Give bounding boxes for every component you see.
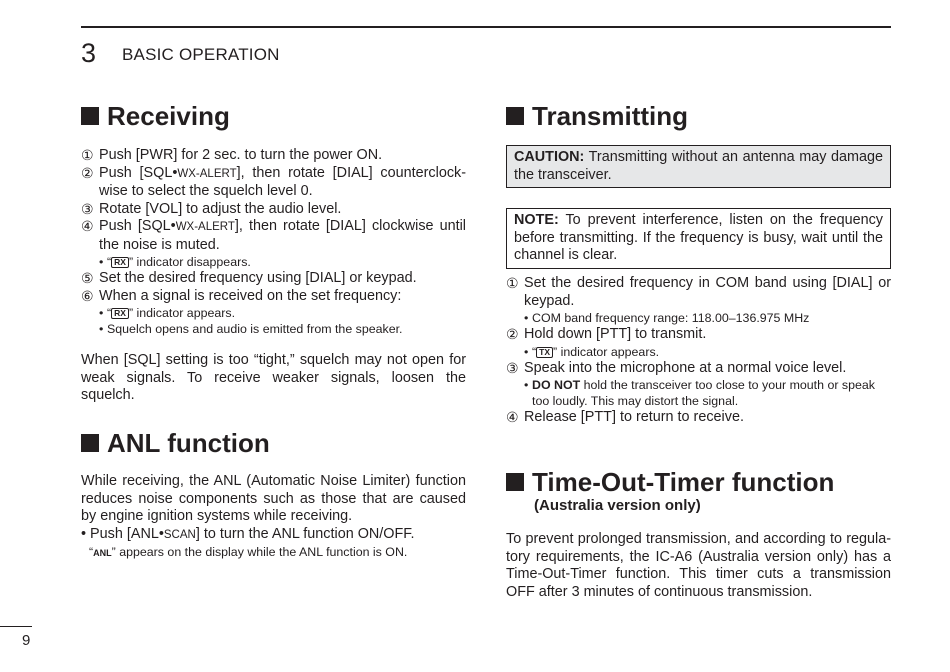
chapter-number: 3 (81, 38, 97, 68)
list-item-note: • “ RX ” indicator appears. (99, 306, 236, 320)
footer-rule (0, 626, 32, 627)
receiving-section (81, 101, 466, 131)
list-item: ③ Rotate [VOL] to adjust the audio level. (81, 200, 342, 217)
header-rule (81, 26, 891, 28)
list-item-note: • “ RX ” indicator disappears. (99, 255, 251, 269)
list-item: ② Push [SQL•WX-ALERT], then rotate [DIAL] counterclock-wise to select the squelch level 0. (81, 164, 467, 199)
note-box: NOTE: To prevent interference, listen on the frequency before transmitting. If the frequency is busy, wait until the channel is clear. (506, 208, 891, 269)
square-bullet-icon (81, 434, 99, 452)
caution-box: CAUTION: Transmitting without an antenna may damage the transceiver. (506, 145, 891, 188)
receiving-steps (81, 147, 466, 337)
tx-indicator-icon: TX (536, 347, 553, 358)
square-bullet-icon (81, 107, 99, 125)
list-item: ① Set the desired frequency in COM band using [DIAL] or keypad. (506, 275, 891, 309)
square-bullet-icon (506, 473, 524, 491)
transmitting-steps (506, 275, 891, 427)
list-item-note: • “ TX ” indicator appears. (524, 344, 660, 359)
anl-indicator-icon: ANL (93, 548, 112, 558)
tot-body: To prevent prolonged transmission, and according to regula-tory requirements, the IC-A6 (Australia version only) has a Time-Out-Timer function. This timer cuts a transmission OFF after 3 minutes of continuous transmission. (506, 531, 891, 600)
tot-section (506, 467, 891, 515)
receiving-paragraph: When [SQL] setting is too “tight,” squelch may not open for weak signals. To receive weaker signals, loosen the squelch. (81, 352, 466, 403)
list-item: ① Push [PWR] for 2 sec. to turn the power ON. (81, 147, 383, 163)
list-item: ④ Release [PTT] to return to receive. (506, 409, 744, 425)
tot-heading: Time-Out-Timer function (506, 467, 891, 497)
list-item: ③ Speak into the microphone at a normal voice level. (506, 359, 847, 376)
square-bullet-icon (506, 107, 524, 125)
receiving-heading: Receiving (81, 101, 466, 131)
list-item-note: • DO NOT hold the transceiver too close to your mouth or speak too loudly. This may distort the signal. (524, 378, 875, 408)
list-item-note: • Squelch opens and audio is emitted from the speaker. (99, 322, 403, 336)
list-item-note: • COM band frequency range: 118.00–136.975 MHz (524, 311, 810, 325)
anl-body: While receiving, the ANL (Automatic Noise Limiter) function reduces noise components such as those that are caused by engine ignition systems while receiving. • Push [ANL•SCAN] to turn the ANL function ON/OFF. “ANL” appears on the display while the ANL function is ON. (81, 473, 466, 559)
list-item: ⑥ When a signal is received on the set frequency: (81, 287, 402, 304)
rx-indicator-icon: RX (111, 308, 129, 319)
list-item: ② Hold down [PTT] to transmit. (506, 326, 707, 342)
anl-section (81, 428, 466, 458)
anl-bullet: • Push [ANL•SCAN] to turn the ANL function ON/OFF. (81, 525, 415, 542)
transmitting-heading: Transmitting (506, 101, 891, 131)
page-number: 9 (22, 632, 31, 649)
chapter-title: BASIC OPERATION (122, 45, 280, 64)
transmitting-section (506, 101, 891, 131)
rx-indicator-icon: RX (111, 257, 129, 268)
tot-subtitle: (Australia version only) (534, 497, 701, 514)
list-item: ④ Push [SQL•WX-ALERT], then rotate [DIAL] clockwise until the noise is muted. (81, 218, 466, 253)
anl-heading: ANL function (81, 428, 466, 458)
anl-note: “ANL” appears on the display while the ANL function is ON. (89, 545, 408, 559)
list-item: ⑤ Set the desired frequency using [DIAL] or keypad. (81, 270, 417, 286)
